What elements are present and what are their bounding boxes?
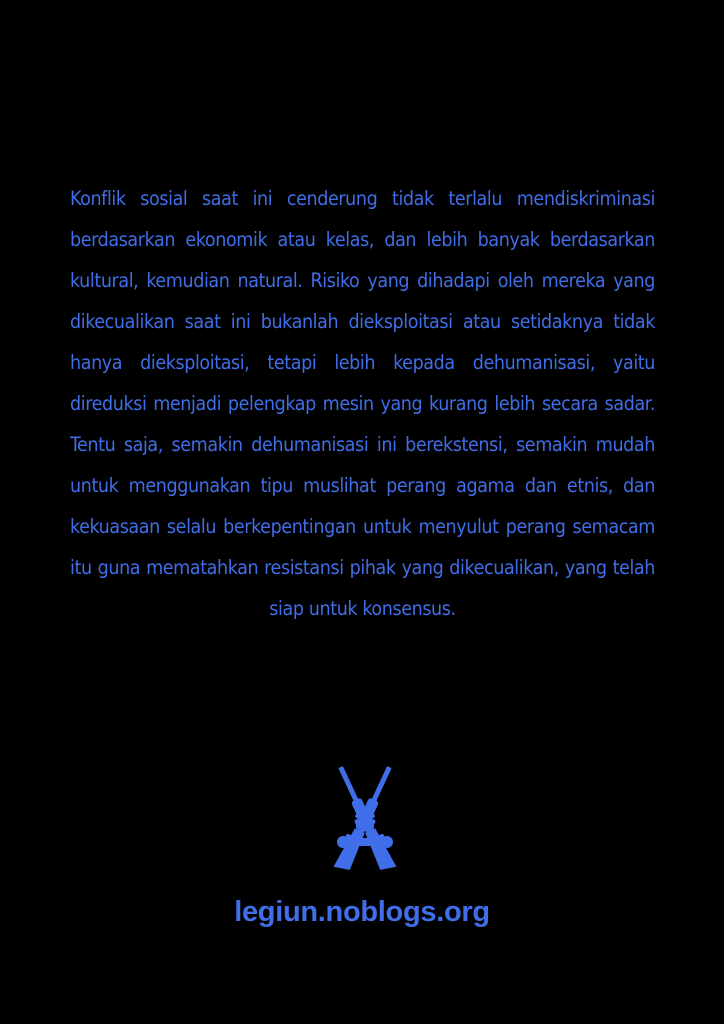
body-text-block: [70, 178, 655, 629]
website-url[interactable]: legiun.noblogs.org: [234, 896, 490, 928]
crossed-rifles-a-icon: [309, 760, 421, 886]
body-paragraph: Konflik sosial saat ini cenderung tidak terlalu mendiskriminasi berdasarkan ekonomik atau kelas, dan lebih banyak berdasarkan kultural, kemudian natural. Risiko yang dihadapi oleh mereka yang dikecualikan saat ini bukanlah dieksploitasi atau setidaknya tidak hanya dieksploitasi, tetapi lebih kepada dehumanisasi, yaitu direduksi menjadi pelengkap mesin yang kurang lebih secara sadar. Tentu saja, semakin dehumanisasi ini berekstensi, semakin mudah untuk menggunakan tipu muslihat perang agama dan etnis, dan kekuasaan selalu berkepentingan untuk menyulut perang semacam itu guna mematahkan resistansi pihak yang dikecualikan, yang telah siap untuk konsensus.: [70, 187, 655, 620]
